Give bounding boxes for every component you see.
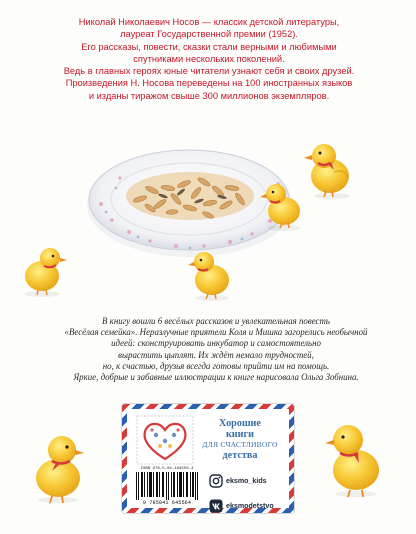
social-links [209, 473, 289, 513]
social-link-vk[interactable] [209, 498, 289, 513]
chick [188, 252, 229, 301]
description-line: идеей: сконструировать инкубатор и самостоятельно [111, 338, 321, 349]
chicks-and-plate-illustration [0, 104, 416, 309]
promo-inner [127, 409, 289, 508]
isbn-barcode [133, 467, 201, 507]
intro-line: спутниками нескольких поколений. [133, 53, 285, 64]
vk-icon [209, 499, 223, 513]
tagline-line: Хорошие [219, 418, 261, 429]
instagram-handle: eksmo_kids [226, 477, 267, 485]
isbn-text: ISBN 978-5-04-164556-4 [140, 467, 194, 471]
chick [322, 418, 388, 500]
intro-line: Ведь в главных героях юные читатели узнают себя и своих друзей. [63, 66, 355, 77]
intro-line: Николай Николаевич Носов — классик детской литературы, [78, 17, 340, 27]
author-intro [38, 16, 380, 102]
barcode-digits: 9 785041 645564 [142, 500, 192, 506]
plate-with-grain [87, 150, 293, 257]
description-line: В книгу вошли 6 весёлых рассказов и увлекательная повесть [102, 316, 330, 326]
chick [304, 144, 350, 199]
tagline-line: книги [225, 428, 255, 440]
instagram-icon [209, 474, 223, 488]
description-line: но, к счастью, друзья всегда готовы прийти им на помощь. [102, 360, 330, 371]
sunflower-seeds [126, 172, 254, 220]
intro-line: и изданы тиражом свыше 300 миллионов экземпляров. [88, 90, 330, 101]
promo-tagline [193, 419, 287, 461]
tagline-line: ДЛЯ СЧАСТЛИВОГО [202, 440, 278, 450]
social-link-instagram[interactable] [209, 473, 289, 489]
description-line: Яркие, добрые и забавные иллюстрации к книге нарисовала Ольга Зобнина. [73, 372, 359, 383]
heart-stamp-icon [136, 415, 194, 465]
description-line: «Весёлая семейка». Неразлучные приятели Коля и Мишка загорелись необычной [64, 327, 368, 338]
intro-line: Произведения Н. Носова переведены на 100 иностранных языков [65, 78, 353, 89]
description-line: вырастить цыплят. Их ждёт немало трудностей, [118, 349, 314, 360]
intro-line: лауреат Государственной премии (1952). [120, 29, 298, 40]
intro-line: Его рассказы, повести, сказки стали верными и любимыми [81, 41, 337, 52]
book-description [56, 316, 376, 383]
vk-handle: eksmodetstvo [226, 502, 274, 510]
chick [26, 430, 88, 506]
chick [24, 248, 67, 297]
publisher-promo-badge [122, 404, 294, 513]
barcode-bars [135, 472, 199, 500]
tagline-line: детства [222, 449, 258, 461]
